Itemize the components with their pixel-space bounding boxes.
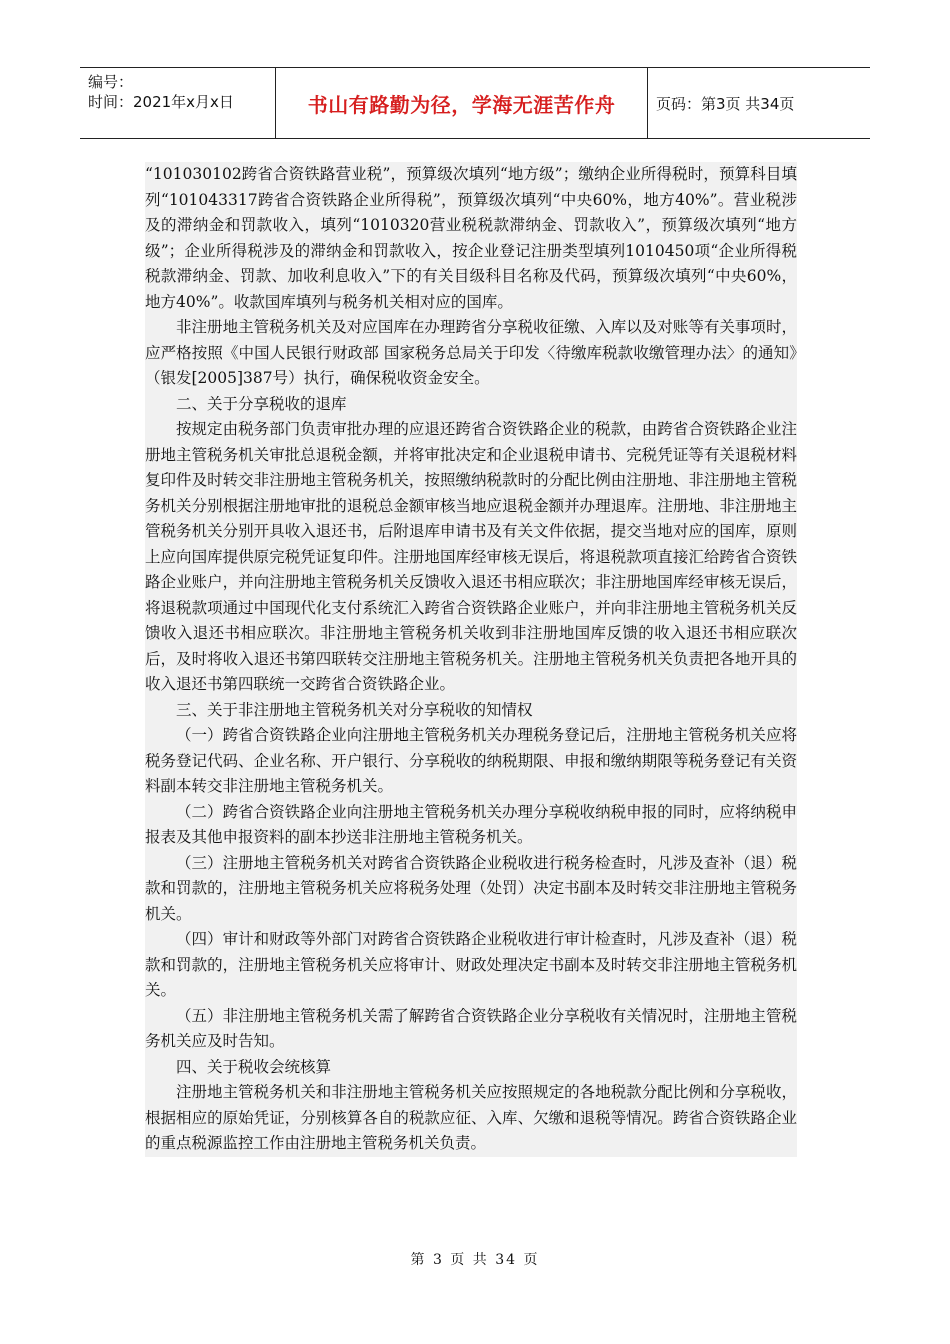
body-paragraph: 四、关于税收会统核算	[145, 1055, 797, 1081]
document-header	[80, 67, 870, 139]
header-page-cell	[648, 68, 870, 138]
body-paragraph: 注册地主管税务机关和非注册地主管税务机关应按照规定的各地税款分配比例和分享税收，根据相应的原始凭证，分别核算各自的税款应征、入库、欠缴和退税等情况。跨省合资铁路企业的重点税源监控工作由注册地主管税务机关负责。	[145, 1080, 797, 1157]
header-motto: 书山有路勤为径，学海无涯苦作舟	[307, 92, 616, 117]
body-paragraph: （三）注册地主管税务机关对跨省合资铁路企业税收进行税务检查时，凡涉及查补（退）税款和罚款的，注册地主管税务机关应将税务处理（处罚）决定书副本及时转交非注册地主管税务机关。	[145, 851, 797, 928]
body-paragraph: 三、关于非注册地主管税务机关对分享税收的知情权	[145, 698, 797, 724]
body-paragraph: （二）跨省合资铁路企业向注册地主管税务机关办理分享税收纳税申报的同时，应将纳税申报表及其他申报资料的副本抄送非注册地主管税务机关。	[145, 800, 797, 851]
header-page-info: 页码：第3页 共34页	[656, 94, 795, 113]
body-paragraph: 非注册地主管税务机关及对应国库在办理跨省分享税收征缴、入库以及对账等有关事项时，应严格按照《中国人民银行财政部 国家税务总局关于印发〈待缴库税款收缴管理办法〉的通知》（银发[2005]387号）执行，确保税收资金安全。	[145, 315, 797, 392]
body-paragraph: “101030102跨省合资铁路营业税”，预算级次填列“地方级”；缴纳企业所得税时，预算科目填列“101043317跨省合资铁路企业所得税”，预算级次填列“中央60%，地方40%”。营业税涉及的滞纳金和罚款收入，填列“1010320营业税税款滞纳金、罚款收入”，预算级次填列“地方级”；企业所得税涉及的滞纳金和罚款收入，按企业登记注册类型填列1010450项“企业所得税税款滞纳金、罚款、加收利息收入”下的有关目级科目名称及代码，预算级次填列“中央60%，地方40%”。收款国库填列与税务机关相对应的国库。	[145, 162, 797, 315]
document-body	[145, 162, 797, 1157]
body-paragraph: 二、关于分享税收的退库	[145, 392, 797, 418]
header-meta	[80, 68, 276, 138]
page-footer: 第 3 页 共 34 页	[410, 1252, 540, 1268]
document-number-label: 编号：	[88, 73, 134, 91]
body-paragraph: （四）审计和财政等外部门对跨省合资铁路企业税收进行审计检查时，凡涉及查补（退）税款和罚款的，注册地主管税务机关应将审计、财政处理决定书副本及时转交非注册地主管税务机关。	[145, 927, 797, 1004]
body-paragraph: 按规定由税务部门负责审批办理的应退还跨省合资铁路企业的税款，由跨省合资铁路企业注册地主管税务机关审批总退税金额，并将审批决定和企业退税申请书、完税凭证等有关退税材料复印件及时转交非注册地主管税务机关，按照缴纳税款时的分配比例由注册地、非注册地主管税务机关分别根据注册地审批的退税总金额审核当地应退税金额并办理退库。注册地、非注册地主管税务机关分别开具收入退还书，后附退库申请书及有关文件依据，提交当地对应的国库，原则上应向国库提供原完税凭证复印件。注册地国库经审核无误后，将退税款项直接汇给跨省合资铁路企业账户，并向注册地主管税务机关反馈收入退还书相应联次；非注册地国库经审核无误后，将退税款项通过中国现代化支付系统汇入跨省合资铁路企业账户，并向非注册地主管税务机关反馈收入退还书相应联次。非注册地主管税务机关收到非注册地国库反馈的收入退还书相应联次后，及时将收入退还书第四联转交注册地主管税务机关。注册地主管税务机关负责把各地开具的收入退还书第四联统一交跨省合资铁路企业。	[145, 417, 797, 698]
document-date: 时间：2021年x月x日	[88, 93, 234, 111]
body-paragraph: （五）非注册地主管税务机关需了解跨省合资铁路企业分享税收有关情况时，注册地主管税务机关应及时告知。	[145, 1004, 797, 1055]
body-paragraph: （一）跨省合资铁路企业向注册地主管税务机关办理税务登记后，注册地主管税务机关应将税务登记代码、企业名称、开户银行、分享税收的纳税期限、申报和缴纳期限等税务登记有关资料副本转交非注册地主管税务机关。	[145, 723, 797, 800]
header-motto-cell	[276, 68, 648, 138]
